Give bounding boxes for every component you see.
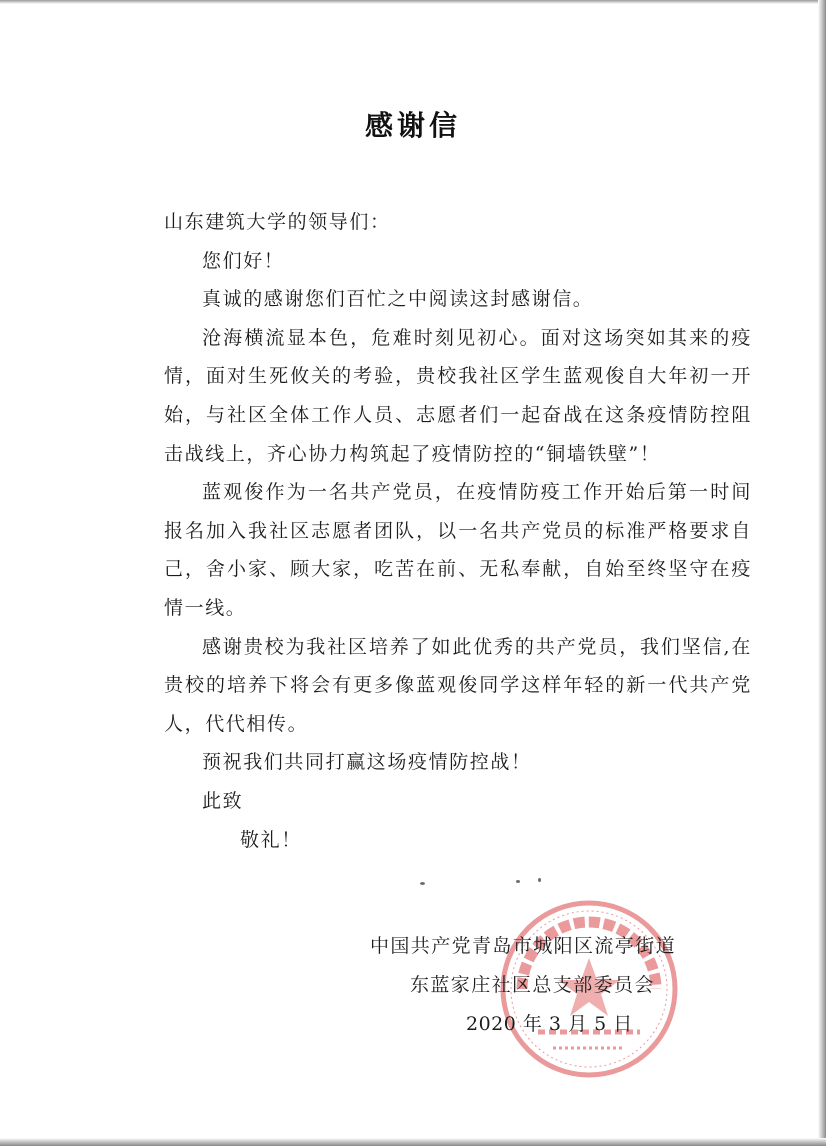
pandemic-paragraph: 沧海横流显本色，危难时刻见初心。面对这场突如其来的疫情，面对生死攸关的考验，贵校我社区学生蓝观俊自大年初一开始，与社区全体工作人员、志愿者们一起奋战在这条疫情防控阻击战线上，齐心协力构筑起了疫情防控的“铜墙铁壁”！ xyxy=(164,326,752,465)
scan-speck xyxy=(538,878,541,882)
signature-block xyxy=(330,927,730,1044)
scan-edge-bottom xyxy=(0,1138,826,1146)
wish-paragraph: 预祝我们共同打赢这场疫情防控战！ xyxy=(202,751,532,774)
scan-speck xyxy=(516,880,520,883)
thanks-paragraph: 真诚的感谢您们百忙之中阅读这封感谢信。 xyxy=(202,288,594,311)
signature-organization-line2: 东蓝家庄社区总支部委员会 xyxy=(410,974,655,996)
letter-title: 感谢信 xyxy=(364,109,461,142)
signature-date: 2020 年 3 月 5 日 xyxy=(466,1013,633,1035)
scan-edge-right xyxy=(818,0,826,1146)
scan-speck xyxy=(420,882,425,885)
scan-edge-top xyxy=(0,0,826,4)
letter-body xyxy=(164,203,752,859)
greeting-paragraph: 您们好！ xyxy=(202,249,285,272)
gratitude-paragraph: 感谢贵校为我社区培养了如此优秀的共产党员，我们坚信,在贵校的培养下将会有更多像蓝观俊同学这样年轻的新一代共产党人，代代相传。 xyxy=(164,635,752,735)
signature-organization-line1: 中国共产党青岛市城阳区流亭街道 xyxy=(370,935,677,957)
closing: 此致 xyxy=(202,789,244,812)
volunteer-paragraph: 蓝观俊作为一名共产党员，在疫情防疫工作开始后第一时间报名加入我社区志愿者团队，以一名共产党员的标准严格要求自己，舍小家、顾大家，吃苦在前、无私奉献，自始至终坚守在疫情一线。 xyxy=(164,481,752,619)
regards: 敬礼！ xyxy=(240,828,302,851)
salutation: 山东建筑大学的领导们： xyxy=(164,211,391,233)
